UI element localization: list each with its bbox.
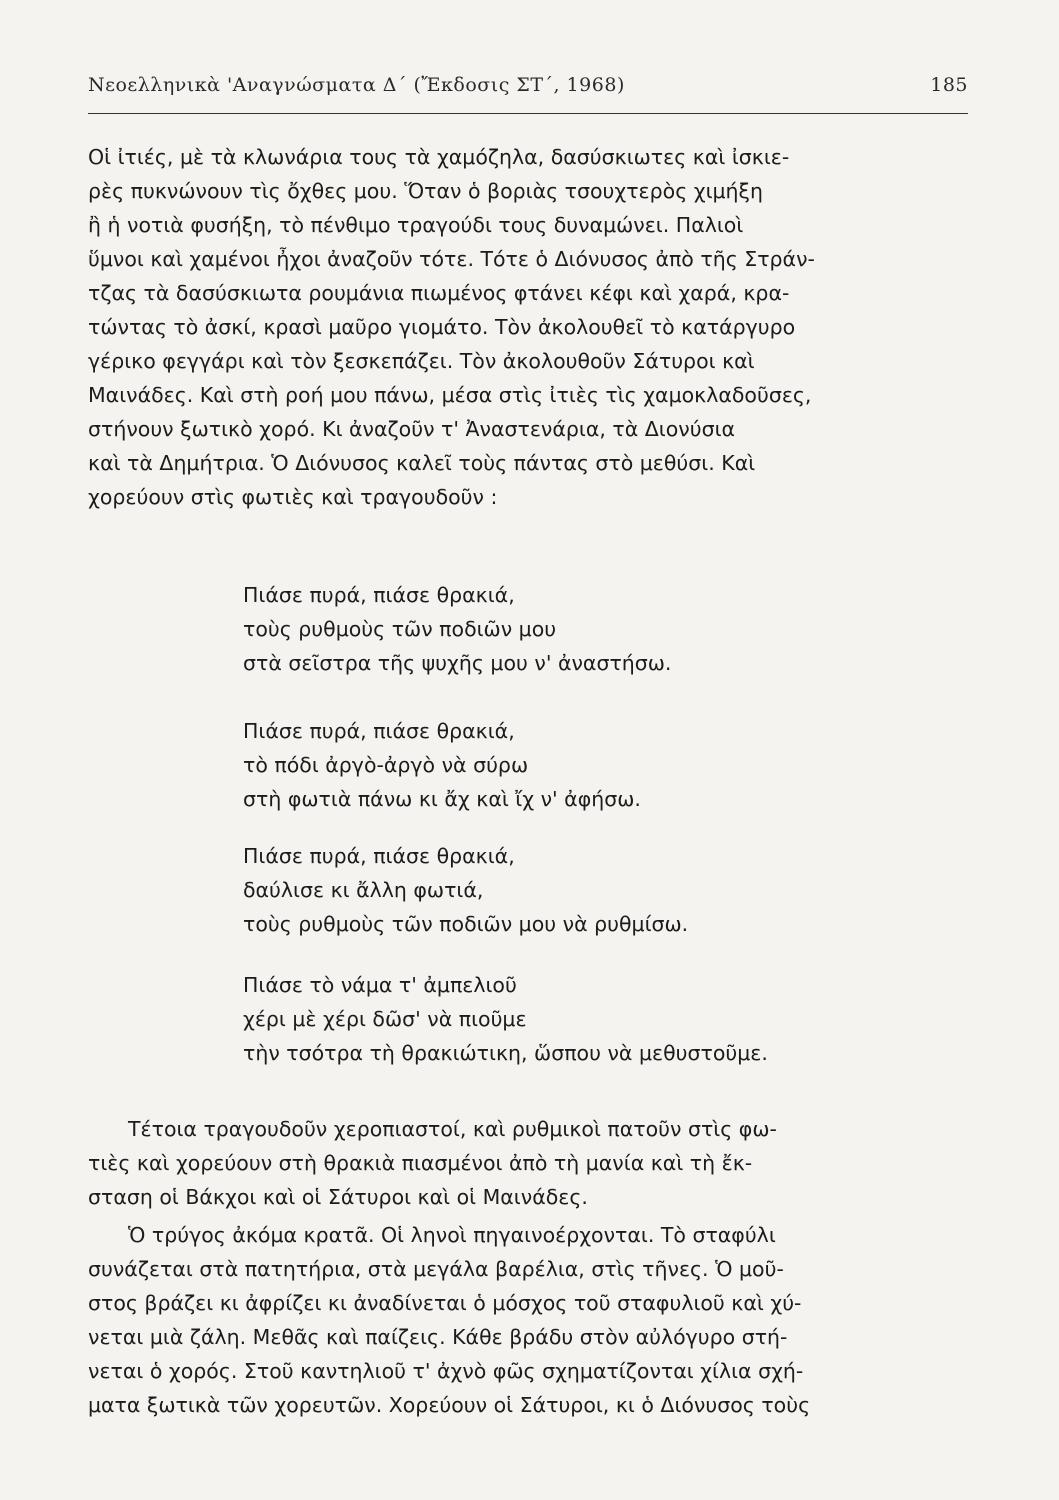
text-line: Οἱ ἰτιές, μὲ τὰ κλωνάρια τους τὰ χαμόζηλα, δασύσκιωτες καὶ ἰσκιε- bbox=[88, 145, 790, 169]
verse-line: Πιάσε πυρά, πιάσε θρακιά, bbox=[243, 583, 515, 607]
text-line: τζας τὰ δασύσκιωτα ρουμάνια πιωμένος φτάνει κέφι καὶ χαρά, κρα- bbox=[88, 281, 790, 305]
text-line: Τέτοια τραγουδοῦν χεροπιαστοί, καὶ ρυθμικοὶ πατοῦν στὶς φω- bbox=[128, 1117, 777, 1141]
verse-line: τὴν τσότρα τὴ θρακιώτικη, ὥσπου νὰ μεθυστοῦμε. bbox=[243, 1041, 768, 1065]
text-line: ἢ ἡ νοτιὰ φυσήξη, τὸ πένθιμο τραγούδι τους δυναμώνει. Παλιοὶ bbox=[88, 213, 744, 237]
paragraph-2 bbox=[88, 1112, 950, 1214]
text-line: ὕμνοι καὶ χαμένοι ἦχοι ἀναζοῦν τότε. Τότε ὁ Διόνυσος ἀπὸ τῆς Στράν- bbox=[88, 247, 815, 271]
page-header bbox=[88, 70, 968, 104]
header-rule bbox=[88, 113, 968, 114]
text-line: συνάζεται στὰ πατητήρια, στὰ μεγάλα βαρέλια, στὶς τῆνες. Ὁ μοῦ- bbox=[88, 1257, 784, 1281]
poem-stanza-4 bbox=[243, 968, 943, 1070]
verse-line: δαύλισε κι ἄλλη φωτιά, bbox=[243, 878, 484, 902]
text-line: νεται μιὰ ζάλη. Μεθᾶς καὶ παίζεις. Κάθε βράδυ στὸν αὐλόγυρο στή- bbox=[88, 1325, 788, 1349]
verse-line: Πιάσε πυρά, πιάσε θρακιά, bbox=[243, 844, 515, 868]
verse-line: Πιάσε τὸ νάμα τ' ἀμπελιοῦ bbox=[243, 973, 517, 997]
text-line: Μαινάδες. Καὶ στὴ ροή μου πάνω, μέσα στὶς ἰτιὲς τὶς χαμοκλαδοῦσες, bbox=[88, 383, 812, 407]
page-number: 185 bbox=[930, 74, 968, 96]
text-line: ρὲς πυκνώνουν τὶς ὄχθες μου. Ὅταν ὁ βοριὰς τσουχτερὸς χιμήξη bbox=[88, 179, 763, 203]
poem-stanza-1 bbox=[243, 578, 943, 680]
running-title: Νεοελληνικὰ 'Αναγνώσματα Δ΄ (Ἔκδοσις ΣΤ΄, 1968) bbox=[88, 74, 625, 96]
poem-stanza-3 bbox=[243, 839, 943, 941]
text-line: σταση οἱ Βάκχοι καὶ οἱ Σάτυροι καὶ οἱ Μαινάδες. bbox=[88, 1185, 588, 1209]
text-line: ματα ξωτικὰ τῶν χορευτῶν. Χορεύουν οἱ Σάτυροι, κι ὁ Διόνυσος τοὺς bbox=[88, 1393, 811, 1417]
verse-line: χέρι μὲ χέρι δῶσ' νὰ πιοῦμε bbox=[243, 1007, 527, 1031]
text-line: στήνουν ξωτικὸ χορό. Κι ἀναζοῦν τ' Ἀναστενάρια, τὰ Διονύσια bbox=[88, 417, 736, 441]
paragraph-1 bbox=[88, 140, 950, 514]
text-line: χορεύουν στὶς φωτιὲς καὶ τραγουδοῦν : bbox=[88, 485, 498, 509]
verse-line: στὴ φωτιὰ πάνω κι ἄχ καὶ ἴχ ν' ἀφήσω. bbox=[243, 787, 641, 811]
text-line: γέρικο φεγγάρι καὶ τὸν ξεσκεπάζει. Τὸν ἀκολουθοῦν Σάτυροι καὶ bbox=[88, 349, 755, 373]
verse-line: τὸ πόδι ἀργὸ-ἀργὸ νὰ σύρω bbox=[243, 753, 529, 777]
verse-line: στὰ σεῖστρα τῆς ψυχῆς μου ν' ἀναστήσω. bbox=[243, 651, 672, 675]
verse-line: Πιάσε πυρά, πιάσε θρακιά, bbox=[243, 719, 515, 743]
poem-stanza-2 bbox=[243, 714, 943, 816]
text-line: νεται ὁ χορός. Στοῦ καντηλιοῦ τ' ἀχνὸ φῶς σχηματίζονται χίλια σχή- bbox=[88, 1359, 804, 1383]
paragraph-3 bbox=[88, 1218, 950, 1422]
text-line: Ὁ τρύγος ἀκόμα κρατᾶ. Οἱ ληνοὶ πηγαινοέρχονται. Τὸ σταφύλι bbox=[128, 1223, 776, 1247]
text-line: τιὲς καὶ χορεύουν στὴ θρακιὰ πιασμένοι ἀπὸ τὴ μανία καὶ τὴ ἔκ- bbox=[88, 1151, 753, 1175]
text-line: καὶ τὰ Δημήτρια. Ὁ Διόνυσος καλεῖ τοὺς πάντας στὸ μεθύσι. Καὶ bbox=[88, 451, 756, 475]
verse-line: τοὺς ρυθμοὺς τῶν ποδιῶν μου νὰ ρυθμίσω. bbox=[243, 912, 689, 936]
verse-line: τοὺς ρυθμοὺς τῶν ποδιῶν μου bbox=[243, 617, 557, 641]
text-line: στος βράζει κι ἀφρίζει κι ἀναδίνεται ὁ μόσχος τοῦ σταφυλιοῦ καὶ χύ- bbox=[88, 1291, 802, 1315]
text-line: τώντας τὸ ἀσκί, κρασὶ μαῦρο γιομάτο. Τὸν ἀκολουθεῖ τὸ κατάργυρο bbox=[88, 315, 796, 339]
